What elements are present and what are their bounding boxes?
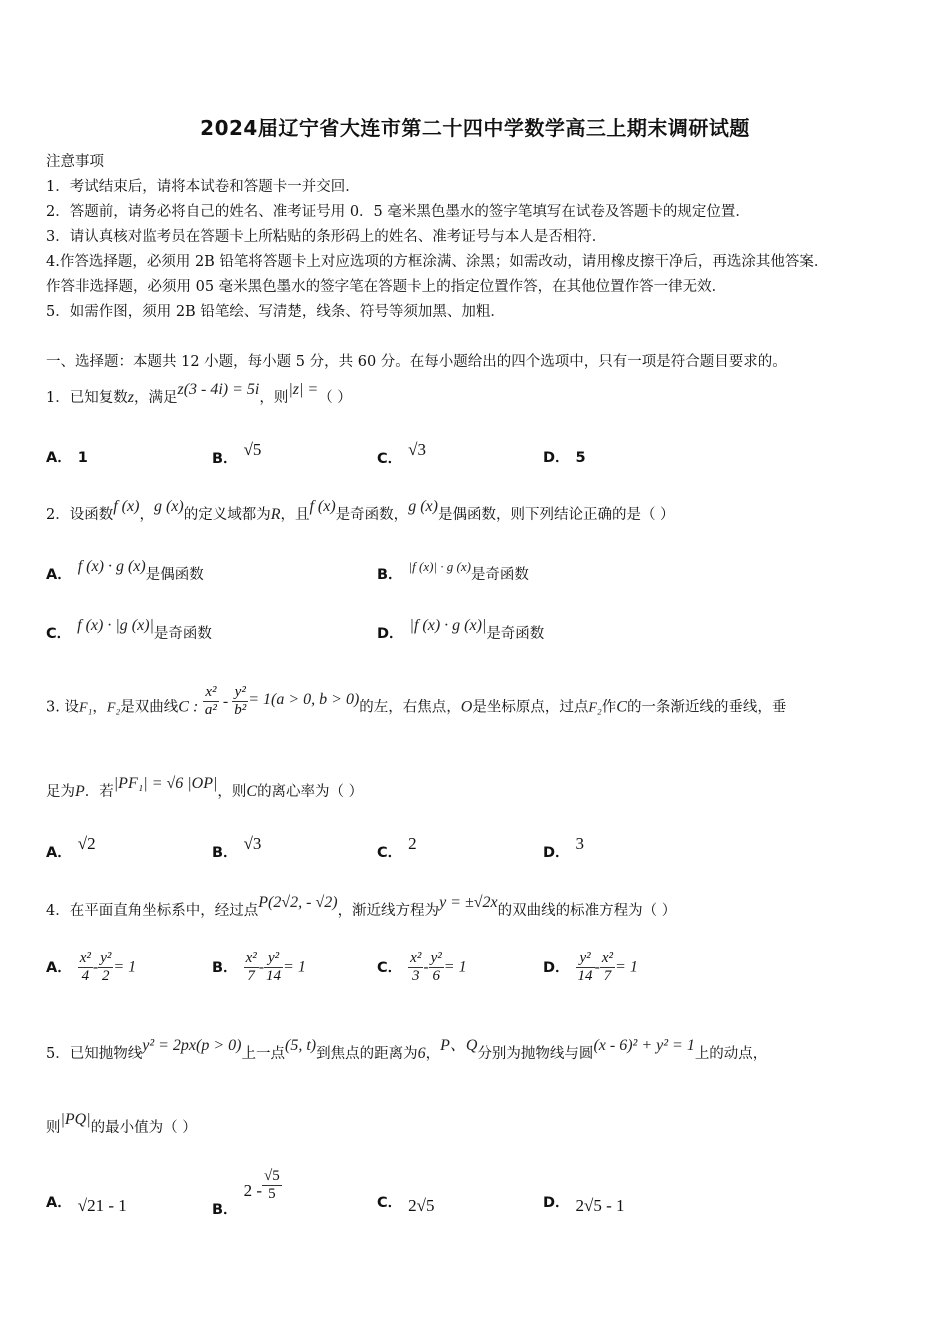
q3-frac-x: $\frac{\text{x²}}{\text{a²}}$ [204, 684, 217, 718]
q4-option-b[interactable] [212, 950, 306, 985]
option-value: √5 [243, 440, 262, 459]
q2-text: 的定义域都为 [183, 507, 271, 523]
frac-numerator: x² [79, 950, 91, 966]
notice-heading: 注意事项 [46, 154, 104, 170]
q3-math: P [75, 783, 85, 800]
q5-math: |PQ| [60, 1111, 91, 1128]
q5-option-d[interactable] [543, 1192, 625, 1213]
option-label: A． [46, 450, 72, 466]
option-value: √21 - 1 [77, 1196, 127, 1215]
q2-option-a[interactable] [46, 558, 204, 585]
frac-denominator: 14 [577, 968, 593, 984]
option-value: 5 [575, 450, 586, 466]
question-5 [46, 1037, 768, 1064]
q3-text: ．若 [84, 784, 114, 800]
option-value: 2 - [243, 1180, 262, 1200]
q3-option-c[interactable] [377, 834, 417, 861]
minus-sign: - [258, 958, 265, 976]
q3-math: F₂ [588, 700, 602, 716]
frac-denominator: 6 [432, 968, 440, 984]
notice-item-4: 4.作答选择题，必须用 2B 铅笔将答题卡上对应选项的方框涂满、涂黑；如需改动，请用橡皮擦干净后，再选涂其他答案． [46, 254, 829, 270]
frac-numerator: √5 [263, 1168, 280, 1184]
q2-math: R [270, 506, 281, 523]
q3-text: 是坐标原点，过点 [472, 699, 589, 716]
q5-text: 5．已知抛物线 [46, 1046, 143, 1062]
q1-text: ，则 [259, 390, 289, 406]
notice-item-3: 3．请认真核对监考员在答题卡上所粘贴的条形码上的姓名、准考证号与本人是否相符． [46, 229, 607, 245]
q5-math: (5, t) [284, 1037, 317, 1054]
q4-text: 的双曲线的标准方程为（ ） [497, 903, 677, 919]
q1-option-b[interactable] [212, 440, 262, 467]
q5-math: (x - 6)² + y² = 1 [593, 1037, 695, 1054]
q2-text: ，且 [280, 507, 310, 523]
section-heading: 一、选择题：本题共 12 小题，每小题 5 分，共 60 分。在每小题给出的四个选项中，只有一项是符合题目要求的。 [46, 354, 787, 370]
q5-math: P、Q [440, 1037, 478, 1054]
q3-math: C [246, 783, 258, 800]
q5-text: 到焦点的距离为 [316, 1046, 418, 1062]
option-text: 是奇函数 [470, 567, 529, 583]
q1-option-d[interactable] [543, 448, 586, 468]
q3-text: 足为 [46, 784, 75, 800]
q3-text: ，则 [217, 784, 247, 800]
option-label: B． [212, 845, 238, 861]
q4-math: y = ±√2x [439, 894, 498, 911]
q5-text: 分别为抛物线与圆 [477, 1046, 594, 1062]
frac-denominator: 2 [102, 968, 110, 984]
equals-one: = 1 [443, 958, 467, 976]
option-math: f (x) · g (x) [77, 558, 146, 575]
q4-option-a[interactable] [46, 950, 136, 985]
option-label: C． [46, 626, 72, 642]
notice-item-5: 5．如需作图，须用 2B 铅笔绘、写清楚，线条、符号等须加黑、加粗． [46, 304, 505, 320]
option-label: D． [543, 1195, 570, 1211]
q2-text: 是奇函数， [335, 507, 409, 523]
option-math: |f (x) · g (x)| [409, 617, 487, 634]
q5-option-b[interactable] [212, 1168, 282, 1218]
q2-text: 2．设函数 [46, 507, 114, 523]
minus-sign: - [594, 958, 600, 976]
option-label: B． [212, 451, 238, 467]
q4-option-d[interactable] [543, 950, 638, 985]
option-label: B． [212, 959, 238, 976]
q5-math: y² = 2px(p > 0) [142, 1037, 242, 1054]
option-label: D． [543, 959, 570, 976]
equals-one: = 1 [283, 958, 306, 976]
frac-numerator: y² [100, 950, 112, 966]
q5-text: 上的动点， [694, 1046, 768, 1062]
q2-math: f (x) [113, 498, 140, 515]
frac-denominator: 5 [268, 1186, 276, 1202]
q1-option-a[interactable] [46, 448, 88, 468]
q3-math: O [460, 698, 473, 716]
option-value: √3 [243, 834, 262, 853]
q2-text: 是偶函数，则下列结论正确的是（ ） [437, 507, 675, 523]
q4-option-c[interactable] [377, 950, 467, 985]
option-label: A． [46, 1195, 72, 1211]
option-value: 2√5 [408, 1196, 435, 1215]
q3-text: 3. 设 [46, 699, 79, 716]
frac-numerator: x² [601, 950, 614, 966]
q2-math: g (x) [408, 498, 438, 515]
question-4 [46, 894, 677, 921]
q4-text: ，渐近线方程为 [337, 903, 440, 919]
q2-option-d[interactable] [377, 617, 545, 644]
q5-math: 6 [417, 1045, 426, 1062]
question-1 [46, 381, 352, 408]
option-value: 2 [408, 834, 417, 853]
q1-math: |z| = [288, 381, 319, 398]
option-label: A． [46, 567, 72, 583]
q1-text: 1．已知复数 [46, 390, 128, 406]
option-text: 是偶函数 [145, 567, 204, 583]
q5-text: 上一点 [241, 1046, 285, 1062]
notice-item-1: 1．考试结束后，请将本试卷和答题卡一并交回． [46, 179, 360, 195]
q3-frac-y: $\frac{\text{y²}}{\text{b²}}$ [234, 684, 247, 718]
option-value: √3 [408, 440, 426, 459]
q3-text: 是双曲线 [120, 699, 179, 716]
frac-denominator: 4 [81, 968, 90, 984]
frac-numerator: y² [264, 950, 283, 968]
frac-numerator: y² [430, 950, 442, 966]
q3-math: = 1(a > 0, b > 0) [248, 690, 360, 708]
option-label: C． [377, 845, 403, 861]
q3-math: |PF₁| = √6 |OP| [113, 775, 218, 792]
q4-text: 4．在平面直角坐标系中，经过点 [46, 903, 259, 919]
q2-math: f (x) [309, 498, 336, 515]
option-text: 是奇函数 [153, 626, 212, 642]
option-label: D． [377, 626, 404, 642]
q3-option-d[interactable] [543, 834, 585, 861]
q3-text: 的左，右焦点， [359, 699, 461, 716]
option-label: A． [46, 845, 72, 861]
q1-option-c[interactable] [377, 440, 426, 467]
q3-math: C : [178, 698, 199, 716]
minus-sign: - [423, 958, 429, 976]
q2-math: g (x) [153, 498, 184, 515]
option-label: D． [543, 450, 570, 466]
option-label: B． [212, 1201, 238, 1218]
option-value: 2√5 - 1 [575, 1196, 625, 1215]
option-label: D． [543, 845, 570, 861]
question-5-cont [46, 1111, 197, 1138]
q3-option-b[interactable] [212, 834, 262, 861]
option-label: A． [46, 959, 72, 976]
option-label: C． [377, 959, 403, 976]
question-3-cont [46, 775, 364, 802]
q3-math: C [616, 698, 627, 716]
question-3: 3. 设F₁，F₂是双曲线C : $\frac{\text{x²}}{\text{a²}}$ - $\frac{\text{y²}}{\text{b²}}$ = 1(a > 0, b > 0)的左，右焦点，O是坐标原点，过点F₂作C的一条渐近线的垂线，垂 [46, 684, 787, 718]
equals-one: = 1 [615, 958, 638, 976]
q1-math: z [127, 389, 134, 406]
q3-text: 作 [601, 699, 617, 716]
question-2 [46, 498, 675, 525]
notice-item-4-cont: 作答非选择题，必须用 05 毫米黑色墨水的签字笔在答题卡上的指定位置作答，在其他位置作答一律无效． [46, 279, 727, 295]
q3-math: F₁ [78, 700, 93, 716]
q3-text: ， [92, 699, 107, 716]
option-value: 3 [575, 834, 585, 853]
option-text: 是奇函数 [486, 626, 545, 642]
frac-numerator: x² [410, 950, 422, 966]
q2-text: ， [139, 507, 154, 523]
minus-sign: - [92, 958, 99, 976]
notice-item-2: 2．答题前，请务必将自己的姓名、准考证号用 0．5 毫米黑色墨水的签字笔填写在试卷及答题卡的规定位置． [46, 204, 750, 220]
q3-text: 的一条渐近线的垂线，垂 [626, 699, 787, 716]
q3-option-a[interactable] [46, 834, 96, 861]
option-math: |f (x)| · g (x) [408, 559, 471, 574]
q5-option-a[interactable] [46, 1192, 127, 1213]
q2-option-c[interactable] [46, 617, 212, 644]
q5-text: ， [425, 1046, 441, 1062]
q1-math: z(3 - 4i) = 5i [177, 381, 260, 398]
option-value: √2 [77, 834, 96, 853]
q5-option-c[interactable] [377, 1192, 435, 1213]
page-title: 2024届辽宁省大连市第二十四中学数学高三上期末调研试题 [200, 116, 750, 140]
option-value: 1 [77, 450, 88, 466]
frac-numerator: y² [576, 950, 595, 968]
q1-text: （ ） [318, 390, 352, 406]
frac-denominator: 14 [266, 968, 282, 984]
frac-denominator: 7 [247, 968, 255, 984]
frac-denominator: 3 [411, 968, 420, 984]
equals-one: = 1 [113, 958, 137, 976]
q4-math: P(2√2, - √2) [258, 894, 338, 911]
option-label: B． [377, 567, 403, 583]
option-math: f (x) · |g (x)| [77, 617, 154, 634]
q1-text: ，满足 [133, 390, 178, 406]
option-label: C． [377, 451, 403, 467]
option-label: C． [377, 1195, 403, 1211]
q3-text: 的离心率为（ ） [257, 784, 364, 800]
q5-text: 的最小值为（ ） [90, 1120, 197, 1136]
q2-option-b[interactable] [377, 559, 529, 585]
frac-denominator: 7 [603, 968, 612, 984]
frac-numerator: x² [245, 950, 257, 966]
q5-text: 则 [46, 1120, 61, 1136]
q3-math: F₂ [106, 700, 121, 716]
